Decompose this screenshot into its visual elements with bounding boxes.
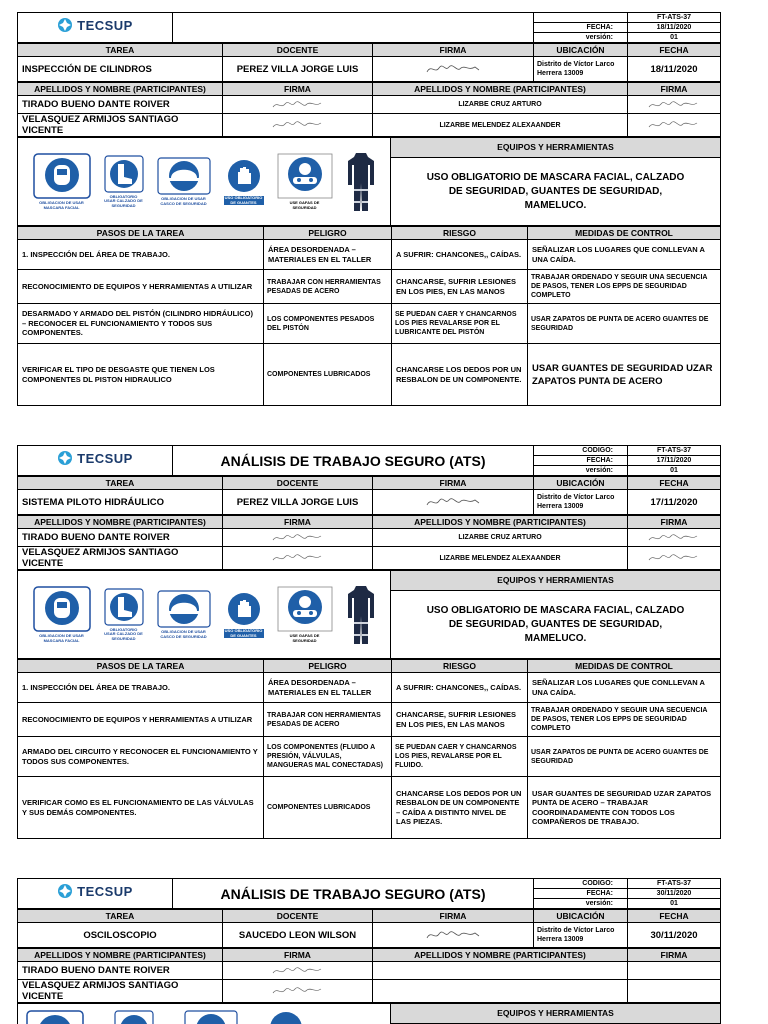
participant-name [373,980,628,1003]
version-label: versión: [534,899,628,909]
docente-header: DOCENTE [223,910,373,923]
participant-name: VELASQUEZ ARMIJOS SANTIAGO VICENTE [18,547,223,570]
safety-boots-icon [114,1010,154,1024]
participants-table [17,948,721,1003]
location-value: Distrito de Víctor Larco Herrera 13009 [534,57,628,82]
docente-header: DOCENTE [223,477,373,490]
fecha-meta-value: 30/11/2020 [628,889,721,899]
version-label: versión: [534,33,628,43]
equipment-header: EQUIPOS Y HERRAMIENTAS [391,138,721,158]
participant-firma-header: FIRMA [223,516,373,529]
table-row [18,270,721,304]
step-paso: DESARMADO Y ARMADO DEL PISTÓN (CILINDRO HIDRÁULICO) – RECONOCER EL FUNCIONAMIENTO Y TODOS SUS COMPONENTES. [18,304,264,344]
ats-form-1 [17,12,720,406]
table-row [18,777,721,839]
tarea-value: INSPECCIÓN DE CILINDROS [18,57,223,82]
participant-signature [223,529,373,547]
docente-signature [373,490,534,515]
table-row [18,240,721,270]
tarea-value: OSCILOSCOPIO [18,923,223,948]
equipment-header: EQUIPOS Y HERRAMIENTAS [391,1004,721,1024]
step-paso: 1. INSPECCIÓN DEL ÁREA DE TRABAJO. [18,240,264,270]
fecha-meta-label: FECHA: [534,23,628,33]
participant-signature [223,114,373,137]
docente-value: PEREZ VILLA JORGE LUIS [223,490,373,515]
form-title [173,13,534,43]
participant-name: TIRADO BUENO DANTE ROIVER [18,529,223,547]
participants-header: APELLIDOS Y NOMBRE (PARTICIPANTES) [18,516,223,529]
fecha-header: FECHA [628,44,721,57]
ppe-icons [18,138,391,226]
helmet-icon [157,157,211,206]
step-paso: 1. INSPECCIÓN DEL ÁREA DE TRABAJO. [18,673,264,703]
version-value: 01 [628,899,721,909]
medidas-header: MEDIDAS DE CONTROL [528,227,721,240]
fecha-meta-label: FECHA: [534,889,628,899]
fecha-meta-label: FECHA: [534,456,628,466]
safety-glasses-icon [277,586,333,643]
participant-firma-header: FIRMA [223,949,373,962]
task-table [17,43,721,82]
tecsup-logo-icon [57,450,73,466]
location-value: Distrito de Víctor Larco Herrera 13009 [534,923,628,948]
fecha-value: 30/11/2020 [628,923,721,948]
logo [18,446,173,476]
ats-form-2 [17,445,720,839]
firma-header: FIRMA [373,44,534,57]
form-header-table [17,12,721,43]
step-medida: SEÑALIZAR LOS LUGARES QUE CONLLEVAN A UNA CAÍDA. [528,240,721,270]
form-header-table [17,878,721,909]
gloves-icon [268,1010,304,1024]
task-table [17,909,721,948]
participant-name: LIZARBE MELENDEZ ALEXAANDER [373,114,628,137]
participant-firma-header-2: FIRMA [628,949,721,962]
table-row [18,673,721,703]
logo [18,13,173,43]
participant-name: VELASQUEZ ARMIJOS SANTIAGO VICENTE [18,114,223,137]
participant-signature [223,96,373,114]
participant-name: LIZARBE CRUZ ARTURO [373,529,628,547]
form-title: ANÁLISIS DE TRABAJO SEGURO (ATS) [173,446,534,476]
step-peligro: ÁREA DESORDENADA – MATERIALES EN EL TALLER [264,240,392,270]
table-row [18,737,721,777]
equipment-table [17,570,721,659]
participant-firma-header-2: FIRMA [628,83,721,96]
logo [18,879,173,909]
version-label: versión: [534,466,628,476]
coverall-icon [346,584,376,646]
ubicacion-header: UBICACIÓN [534,44,628,57]
safety-glasses-icon [277,153,333,210]
face-mask-icon [33,586,91,643]
participants-header: APELLIDOS Y NOMBRE (PARTICIPANTES) [18,949,223,962]
equipment-text: USO OBLIGATORIO DE MASCARA FACIAL, CALZADO DE SEGURIDAD, GUANTES DE SEGURIDAD, MAMELUCO. [391,591,721,659]
task-table [17,476,721,515]
step-riesgo: SE PUEDAN CAER Y CHANCARNOS LOS PIES REVALARSE POR EL LUBRICANTE DEL PISTÓN [392,304,528,344]
ppe-label: USE GAFAS DE SEGURIDAD [289,200,320,210]
participant-signature [628,114,721,137]
codigo-label: CODIGO: [534,879,628,889]
step-medida: USAR ZAPATOS DE PUNTA DE ACERO GUANTES DE SEGURIDAD [528,737,721,777]
ppe-label: USE GAFAS DE SEGURIDAD [289,633,320,643]
participant-signature [628,980,721,1003]
participant-name: LIZARBE CRUZ ARTURO [373,96,628,114]
fecha-meta-value: 17/11/2020 [628,456,721,466]
tarea-value: SISTEMA PILOTO HIDRÁULICO [18,490,223,515]
equipment-header: EQUIPOS Y HERRAMIENTAS [391,571,721,591]
participant-signature [628,529,721,547]
pasos-header: PASOS DE LA TAREA [18,660,264,673]
codigo-value: FT-ATS-37 [628,879,721,889]
form-title: ANÁLISIS DE TRABAJO SEGURO (ATS) [173,879,534,909]
pasos-header: PASOS DE LA TAREA [18,227,264,240]
participant-name: VELASQUEZ ARMIJOS SANTIAGO VICENTE [18,980,223,1003]
step-peligro: LOS COMPONENTES (FLUIDO A PRESIÓN, VÁLVULAS, MANGUERAS MAL CONECTADAS) [264,737,392,777]
step-medida: TRABAJAR ORDENADO Y SEGUIR UNA SECUENCIA DE PASOS, TENER LOS EPPS DE SEGURIDAD COMPLETO [528,703,721,737]
step-riesgo: CHANCARSE LOS DEDOS POR UN RESBALON DE UN COMPONENTE – CAÍDA A DISTINTO NIVEL DE LAS PIEZAS. [392,777,528,839]
participant-name: TIRADO BUENO DANTE ROIVER [18,96,223,114]
codigo-value: FT-ATS-37 [628,446,721,456]
participant-signature [628,547,721,570]
equipment-text: USO OBLIGATORIO DE MASCARA FACIAL, CALZADO DE SEGURIDAD, GUANTES DE SEGURIDAD, MAMELUCO. [391,158,721,226]
step-medida: SEÑALIZAR LOS LUGARES QUE CONLLEVAN A UNA CAÍDA. [528,673,721,703]
codigo-label [534,13,628,23]
steps-table [17,226,721,406]
table-row [18,703,721,737]
tecsup-logo-icon [57,883,73,899]
participant-signature [628,96,721,114]
ppe-label: OBLIGATORIO USAR CALZADO DE SEGURIDAD [104,626,143,641]
participants-table [17,515,721,570]
brand-name: TECSUP [77,17,133,33]
ppe-label: USO OBLIGATORIO DE GUANTES [224,195,263,205]
step-riesgo: A SUFRIR: CHANCONES,, CAÍDAS. [392,673,528,703]
step-paso: VERIFICAR EL TIPO DE DESGASTE QUE TIENEN LOS COMPONENTES DL PISTON HIDRAULICO [18,344,264,406]
participants-table [17,82,721,137]
step-paso: RECONOCIMIENTO DE EQUIPOS Y HERRAMIENTAS A UTILIZAR [18,270,264,304]
step-peligro: TRABAJAR CON HERRAMIENTAS PESADAS DE ACERO [264,703,392,737]
step-riesgo: A SUFRIR: CHANCONES,, CAÍDAS. [392,240,528,270]
equipment-table [17,1003,721,1024]
riesgo-header: RIESGO [392,660,528,673]
firma-header: FIRMA [373,477,534,490]
ats-form-3 [17,878,720,1024]
step-riesgo: SE PUEDAN CAER Y CHANCARNOS LOS PIES, REVALARSE POR EL FLUIDO. [392,737,528,777]
ppe-label: OBLIGACION DE USAR MASCARA FACIAL [39,200,84,210]
ubicacion-header: UBICACIÓN [534,477,628,490]
participant-firma-header: FIRMA [223,83,373,96]
ppe-label: OBLIGACION DE USAR CASCO DE SEGURIDAD [160,629,207,639]
equipment-table [17,137,721,226]
version-value: 01 [628,33,721,43]
ppe-label: USO OBLIGATORIO DE GUANTES [224,628,263,638]
participant-name: TIRADO BUENO DANTE ROIVER [18,962,223,980]
participant-signature [223,962,373,980]
step-paso: RECONOCIMIENTO DE EQUIPOS Y HERRAMIENTAS A UTILIZAR [18,703,264,737]
gloves-icon [224,591,264,638]
fecha-value: 18/11/2020 [628,57,721,82]
fecha-value: 17/11/2020 [628,490,721,515]
step-medida: USAR GUANTES DE SEGURIDAD UZAR ZAPATOS PUNTA DE ACERO – TRABAJAR COORDINADAMENTE CON TODOS LOS COMPAÑEROS DE TRABAJO. [528,777,721,839]
safety-boots-icon [104,588,144,642]
brand-name: TECSUP [77,450,133,466]
participant-signature [628,962,721,980]
participant-name [373,962,628,980]
version-value: 01 [628,466,721,476]
participants-header-2: APELLIDOS Y NOMBRE (PARTICIPANTES) [373,949,628,962]
ppe-icons [18,571,391,659]
ppe-label: OBLIGACION DE USAR CASCO DE SEGURIDAD [160,196,207,206]
medidas-header: MEDIDAS DE CONTROL [528,660,721,673]
participants-header-2: APELLIDOS Y NOMBRE (PARTICIPANTES) [373,516,628,529]
tarea-header: TAREA [18,477,223,490]
step-riesgo: CHANCARSE LOS DEDOS POR UN RESBALON DE UN COMPONENTE. [392,344,528,406]
peligro-header: PELIGRO [264,660,392,673]
form-header-table [17,445,721,476]
safety-boots-icon [104,155,144,209]
docente-signature [373,57,534,82]
step-peligro: COMPONENTES LUBRICADOS [264,344,392,406]
peligro-header: PELIGRO [264,227,392,240]
location-value: Distrito de Víctor Larco Herrera 13009 [534,490,628,515]
docente-signature [373,923,534,948]
ppe-label: OBLIGATORIO USAR CALZADO DE SEGURIDAD [104,193,143,208]
firma-header: FIRMA [373,910,534,923]
ppe-label: OBLIGACION DE USAR MASCARA FACIAL [39,633,84,643]
helmet-icon [157,590,211,639]
participant-signature [223,547,373,570]
face-mask-icon [33,153,91,210]
tarea-header: TAREA [18,910,223,923]
step-riesgo: CHANCARSE, SUFRIR LESIONES EN LOS PIES, EN LAS MANOS [392,270,528,304]
step-paso: VERIFICAR COMO ES EL FUNCIONAMIENTO DE LAS VÁLVULAS Y SUS DEMÁS COMPONENTES. [18,777,264,839]
participants-header-2: APELLIDOS Y NOMBRE (PARTICIPANTES) [373,83,628,96]
riesgo-header: RIESGO [392,227,528,240]
docente-value: PEREZ VILLA JORGE LUIS [223,57,373,82]
step-peligro: COMPONENTES LUBRICADOS [264,777,392,839]
step-medida: USAR ZAPATOS DE PUNTA DE ACERO GUANTES DE SEGURIDAD [528,304,721,344]
codigo-label: CODIGO: [534,446,628,456]
participants-header: APELLIDOS Y NOMBRE (PARTICIPANTES) [18,83,223,96]
step-peligro: TRABAJAR CON HERRAMIENTAS PESADAS DE ACERO [264,270,392,304]
gloves-icon [224,158,264,205]
participant-signature [223,980,373,1003]
steps-table [17,659,721,839]
fecha-header: FECHA [628,477,721,490]
tecsup-logo-icon [57,17,73,33]
table-row [18,304,721,344]
step-peligro: ÁREA DESORDENADA – MATERIALES EN EL TALLER [264,673,392,703]
helmet-icon [184,1010,238,1024]
brand-name: TECSUP [77,883,133,899]
step-medida: USAR GUANTES DE SEGURIDAD UZAR ZAPATOS PUNTA DE ACERO [528,344,721,406]
step-paso: ARMADO DEL CIRCUITO Y RECONOCER EL FUNCIONAMIENTO Y TODOS SUS COMPONENTES. [18,737,264,777]
codigo-value: FT-ATS-37 [628,13,721,23]
fecha-meta-value: 18/11/2020 [628,23,721,33]
participant-firma-header-2: FIRMA [628,516,721,529]
docente-value: SAUCEDO LEON WILSON [223,923,373,948]
step-riesgo: CHANCARSE, SUFRIR LESIONES EN LOS PIES, EN LAS MANOS [392,703,528,737]
step-medida: TRABAJAR ORDENADO Y SEGUIR UNA SECUENCIA DE PASOS, TENER LOS EPPS DE SEGURIDAD COMPLETO [528,270,721,304]
tarea-header: TAREA [18,44,223,57]
face-mask-icon [26,1010,84,1024]
fecha-header: FECHA [628,910,721,923]
step-peligro: LOS COMPONENTES PESADOS DEL PISTÓN [264,304,392,344]
table-row [18,344,721,406]
participant-name: LIZARBE MELENDEZ ALEXAANDER [373,547,628,570]
ppe-icons [18,1004,391,1024]
ubicacion-header: UBICACIÓN [534,910,628,923]
coverall-icon [346,151,376,213]
docente-header: DOCENTE [223,44,373,57]
